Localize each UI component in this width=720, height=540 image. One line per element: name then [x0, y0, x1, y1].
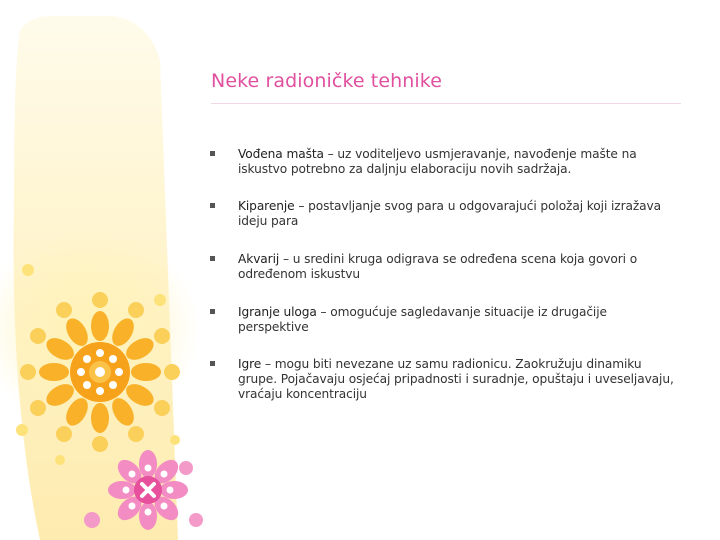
bullet-term: Akvarij [238, 252, 280, 266]
bullet-text: – postavljanje svog para u odgovarajući položaj koji izražava ideju para [238, 199, 662, 228]
bullet-list [209, 147, 679, 402]
square-bullet-icon [210, 203, 215, 208]
list-item [209, 199, 679, 229]
bullet-term: Vođena mašta [238, 147, 324, 161]
square-bullet-icon [210, 256, 215, 261]
bullet-text: – omogućuje sagledavanje situacije iz drugačije perspektive [238, 305, 607, 334]
square-bullet-icon [210, 151, 215, 156]
bullet-term: Igranje uloga [238, 305, 317, 319]
bullet-text: – uz voditeljevo usmjeravanje, navođenje mašte na iskustvo potrebno za daljnju elaboraciju novih sadržaja. [238, 147, 637, 176]
bullet-text: – mogu biti nevezane uz samu radionicu. Zaokružuju dinamiku grupe. Pojačavaju osjećaj pripadnosti i suradnje, opuštaju i uveseljavaju, vraćaju koncentraciju [238, 357, 674, 401]
bullet-term: Igre [238, 357, 262, 371]
list-item [209, 357, 679, 402]
square-bullet-icon [210, 361, 215, 366]
title-divider [211, 103, 681, 104]
bullet-text: – u sredini kruga odigrava se određena scena koja govori o određenom iskustvu [238, 252, 638, 281]
list-item [209, 252, 679, 282]
list-item [209, 305, 679, 335]
square-bullet-icon [210, 309, 215, 314]
list-item [209, 147, 679, 177]
pink-flower-icon [108, 450, 188, 530]
bullet-term: Kiparenje [238, 199, 295, 213]
slide-title: Neke radioničke tehnike [211, 70, 443, 92]
